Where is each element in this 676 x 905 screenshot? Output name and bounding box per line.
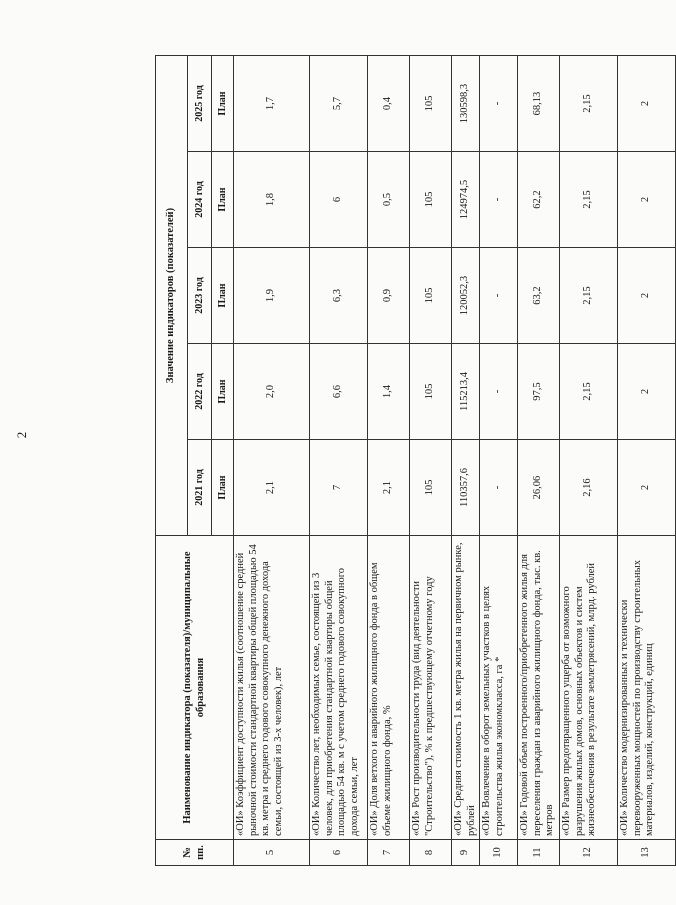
row-value: 105 bbox=[410, 344, 452, 440]
row-value: 5,7 bbox=[310, 55, 368, 151]
row-num: 7 bbox=[368, 840, 410, 866]
row-value: 105 bbox=[410, 440, 452, 536]
table-row bbox=[618, 55, 676, 865]
row-name: «ОИ» Размер предотвращенного ущерба от возможного разрушения жилых домов, основных объектов и систем жизнеобеспечения в результате землетрясений, млрд. рублей bbox=[560, 536, 618, 840]
header-year: 2023 год bbox=[188, 248, 212, 344]
row-value: 2,1 bbox=[234, 440, 310, 536]
row-value: 6 bbox=[310, 152, 368, 248]
row-name: «ОИ» Рост производительности труда (вид деятельности "Строительство"), % к предшествующему отчетному году bbox=[410, 536, 452, 840]
row-value: 2 bbox=[618, 344, 676, 440]
header-plan: План bbox=[212, 440, 234, 536]
row-value: 1,9 bbox=[234, 248, 310, 344]
row-num: 13 bbox=[618, 840, 676, 866]
indicator-table bbox=[155, 55, 676, 866]
row-value: 26,06 bbox=[518, 440, 560, 536]
row-value: 6,6 bbox=[310, 344, 368, 440]
row-num: 11 bbox=[518, 840, 560, 866]
table-row bbox=[480, 55, 518, 865]
row-value: 6,3 bbox=[310, 248, 368, 344]
row-value: 2,15 bbox=[560, 344, 618, 440]
table-row bbox=[234, 55, 310, 865]
row-name: «ОИ» Доля ветхого и аварийного жилищного фонда в общем объеме жилищного фонда, % bbox=[368, 536, 410, 840]
row-value: 2,1 bbox=[368, 440, 410, 536]
row-name: «ОИ» Средняя стоимость 1 кв. метра жилья на первичном рынке, рублей bbox=[452, 536, 480, 840]
row-value: - bbox=[480, 248, 518, 344]
row-value: 0,4 bbox=[368, 55, 410, 151]
row-value: 1,8 bbox=[234, 152, 310, 248]
row-name: «ОИ» Коэффициент доступности жилья (соотношение средней рыночной стоимости стандартной квартиры общей площадью 54 кв. метра и среднего годового совокупного денежного дохода семьи, состоящей из 3-х человек), лет bbox=[234, 536, 310, 840]
row-num: 6 bbox=[310, 840, 368, 866]
row-value: 2 bbox=[618, 152, 676, 248]
table-row bbox=[560, 55, 618, 865]
row-value: 105 bbox=[410, 248, 452, 344]
row-name: «ОИ» Годовой объем построенного/приобретенного жилья для переселения граждан из аварийного жилищного фонда, тыс. кв. метров bbox=[518, 536, 560, 840]
header-year: 2025 год bbox=[188, 55, 212, 151]
row-value: 115213,4 bbox=[452, 344, 480, 440]
row-value: 2,15 bbox=[560, 152, 618, 248]
row-value: - bbox=[480, 344, 518, 440]
header-year: 2021 год bbox=[188, 440, 212, 536]
indicator-table-rotated bbox=[155, 56, 656, 866]
row-num: 5 bbox=[234, 840, 310, 866]
row-value: 2,16 bbox=[560, 440, 618, 536]
header-plan: План bbox=[212, 344, 234, 440]
row-value: 2 bbox=[618, 55, 676, 151]
header-num: № пп. bbox=[156, 840, 234, 866]
header-year: 2022 год bbox=[188, 344, 212, 440]
header-values-group: Значение индикаторов (показателей) bbox=[156, 55, 188, 535]
row-value: 120052,3 bbox=[452, 248, 480, 344]
row-value: 2 bbox=[618, 440, 676, 536]
row-name: «ОИ» Вовлечение в оборот земельных участков в целях строительства жилья экономкласса, га * bbox=[480, 536, 518, 840]
row-value: 68,13 bbox=[518, 55, 560, 151]
row-value: 110357,6 bbox=[452, 440, 480, 536]
row-name: «ОИ» Количество лет, необходимых семье, состоящей из 3 человек, для приобретения стандартной квартиры общей площадью 54 кв. м с учетом среднего годового совокупного дохода семьи, лет bbox=[310, 536, 368, 840]
row-value: 2,15 bbox=[560, 55, 618, 151]
row-value: 0,5 bbox=[368, 152, 410, 248]
row-value: 124974,5 bbox=[452, 152, 480, 248]
table-row bbox=[410, 55, 452, 865]
header-plan: План bbox=[212, 248, 234, 344]
row-value: 105 bbox=[410, 152, 452, 248]
table-row bbox=[368, 55, 410, 865]
row-value: 0,9 bbox=[368, 248, 410, 344]
row-value: 62,2 bbox=[518, 152, 560, 248]
header-plan: План bbox=[212, 55, 234, 151]
row-value: 97,5 bbox=[518, 344, 560, 440]
row-num: 10 bbox=[480, 840, 518, 866]
row-value: 130598,3 bbox=[452, 55, 480, 151]
header-year: 2024 год bbox=[188, 152, 212, 248]
row-value: - bbox=[480, 152, 518, 248]
row-value: 2,15 bbox=[560, 248, 618, 344]
row-value: 2,0 bbox=[234, 344, 310, 440]
table-row bbox=[518, 55, 560, 865]
row-value: 1,4 bbox=[368, 344, 410, 440]
row-value: 2 bbox=[618, 248, 676, 344]
row-value: 7 bbox=[310, 440, 368, 536]
header-name: Наименование индикатора (показателя)/муниципальные образования bbox=[156, 536, 234, 840]
page-number: 2 bbox=[14, 431, 29, 439]
row-value: 1,7 bbox=[234, 55, 310, 151]
table-row bbox=[452, 55, 480, 865]
table-row bbox=[310, 55, 368, 865]
row-num: 12 bbox=[560, 840, 618, 866]
row-value: - bbox=[480, 55, 518, 151]
header-plan: План bbox=[212, 152, 234, 248]
row-num: 8 bbox=[410, 840, 452, 866]
row-num: 9 bbox=[452, 840, 480, 866]
row-value: 105 bbox=[410, 55, 452, 151]
row-name: «ОИ» Количество модернизированных и технически перевооруженных мощностей по производству строительных материалов, изделий, конструкций, единиц bbox=[618, 536, 676, 840]
row-value: 63,2 bbox=[518, 248, 560, 344]
row-value: - bbox=[480, 440, 518, 536]
